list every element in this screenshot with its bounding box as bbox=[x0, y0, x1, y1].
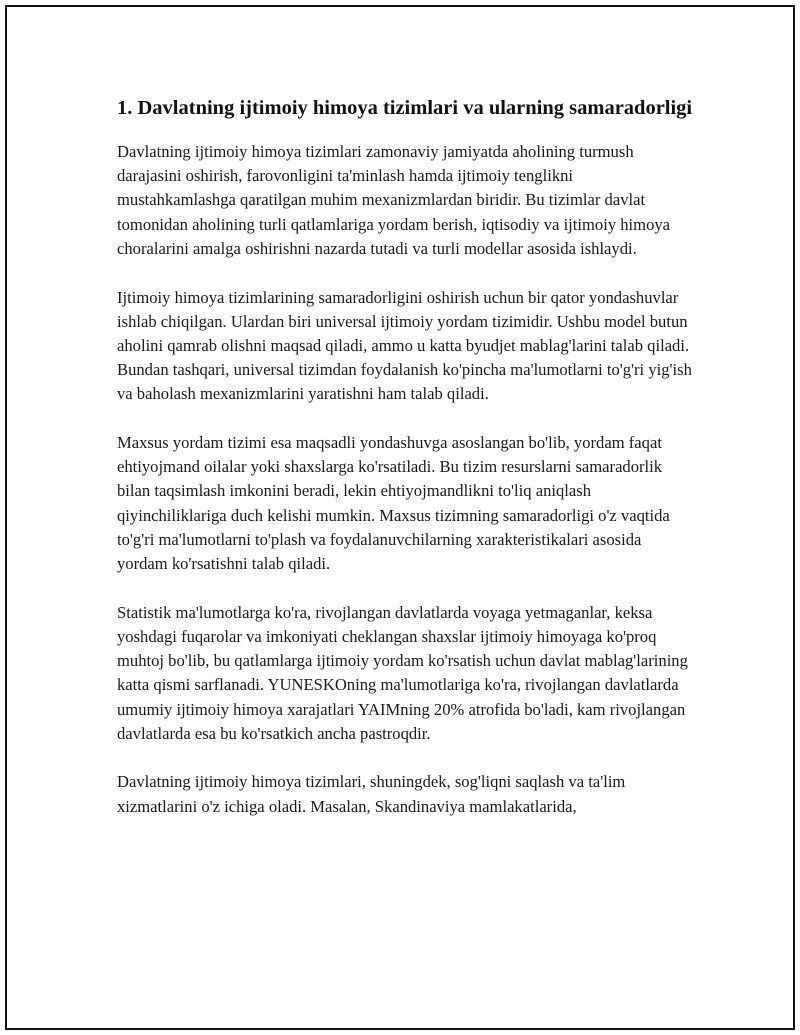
document-body bbox=[117, 93, 695, 843]
section-heading: 1. Davlatning ijtimoiy himoya tizimlari va ularning samaradorligi bbox=[117, 97, 693, 119]
paragraph: Davlatning ijtimoiy himoya tizimlari, shuningdek, sog'liqni saqlash va ta'lim xizmatlarini o'z ichiga oladi. Masalan, Skandinaviya mamlakatlarida, bbox=[117, 772, 626, 816]
paragraph: Maxsus yordam tizimi esa maqsadli yondashuvga asoslangan bo'lib, yordam faqat ehtiyojmand oilalar yoki shaxslarga ko'rsatiladi. Bu tizim resurslarni samaradorlik bilan taqsimlash imkonini beradi, lekin ehtiyojmandlikni to'liq aniqlash qiyinchiliklariga duch kelishi mumkin. Maxsus tizimning samaradorligi o'z vaqtida to'g'ri ma'lumotlarni to'plash va foydalanuvchilarning xarakteristikalari asosida yordam ko'rsatishni talab qiladi. bbox=[117, 433, 670, 574]
paragraph: Davlatning ijtimoiy himoya tizimlari zamonaviy jamiyatda aholining turmush darajasini oshirish, farovonligini ta'minlash hamda ijtimoiy tenglikni mustahkamlashga qaratilgan muhim mexanizmlardan biridir. Bu tizimlar davlat tomonidan aholining turli qatlamlariga yordam berish, iqtisodiy va ijtimoiy himoya choralarini amalga oshirishni nazarda tutadi va turli modellar asosida ishlaydi. bbox=[117, 142, 671, 258]
paragraph: Ijtimoiy himoya tizimlarining samaradorligini oshirish uchun bir qator yondashuvlar ishlab chiqilgan. Ulardan biri universal ijtimoiy yordam tizimidir. Ushbu model butun aholini qamrab olishni maqsad qiladi, ammo u katta byudjet mablag'larini talab qiladi. Bundan tashqari, universal tizimdan foydalanish ko'pincha ma'lumotlarni to'g'ri yig'ish va baholash mexanizmlarini yaratishni ham talab qiladi. bbox=[117, 287, 692, 404]
paragraph: Statistik ma'lumotlarga ko'ra, rivojlangan davlatlarda voyaga yetmaganlar, keksa yoshdagi fuqarolar va imkoniyati cheklangan shaxslar ijtimoiy himoyaga ko'proq muhtoj bo'lib, bu qatlamlarga ijtimoiy yordam ko'rsatish uchun davlat mablag'larining katta qismi sarflanadi. YUNESKOning ma'lumotlariga ko'ra, rivojlangan davlatlarda umumiy ijtimoiy himoya xarajatlari YAIMning 20% atrofida bo'ladi, kam rivojlangan davlatlarda esa bu ko'rsatkich ancha pastroqdir. bbox=[117, 602, 688, 743]
